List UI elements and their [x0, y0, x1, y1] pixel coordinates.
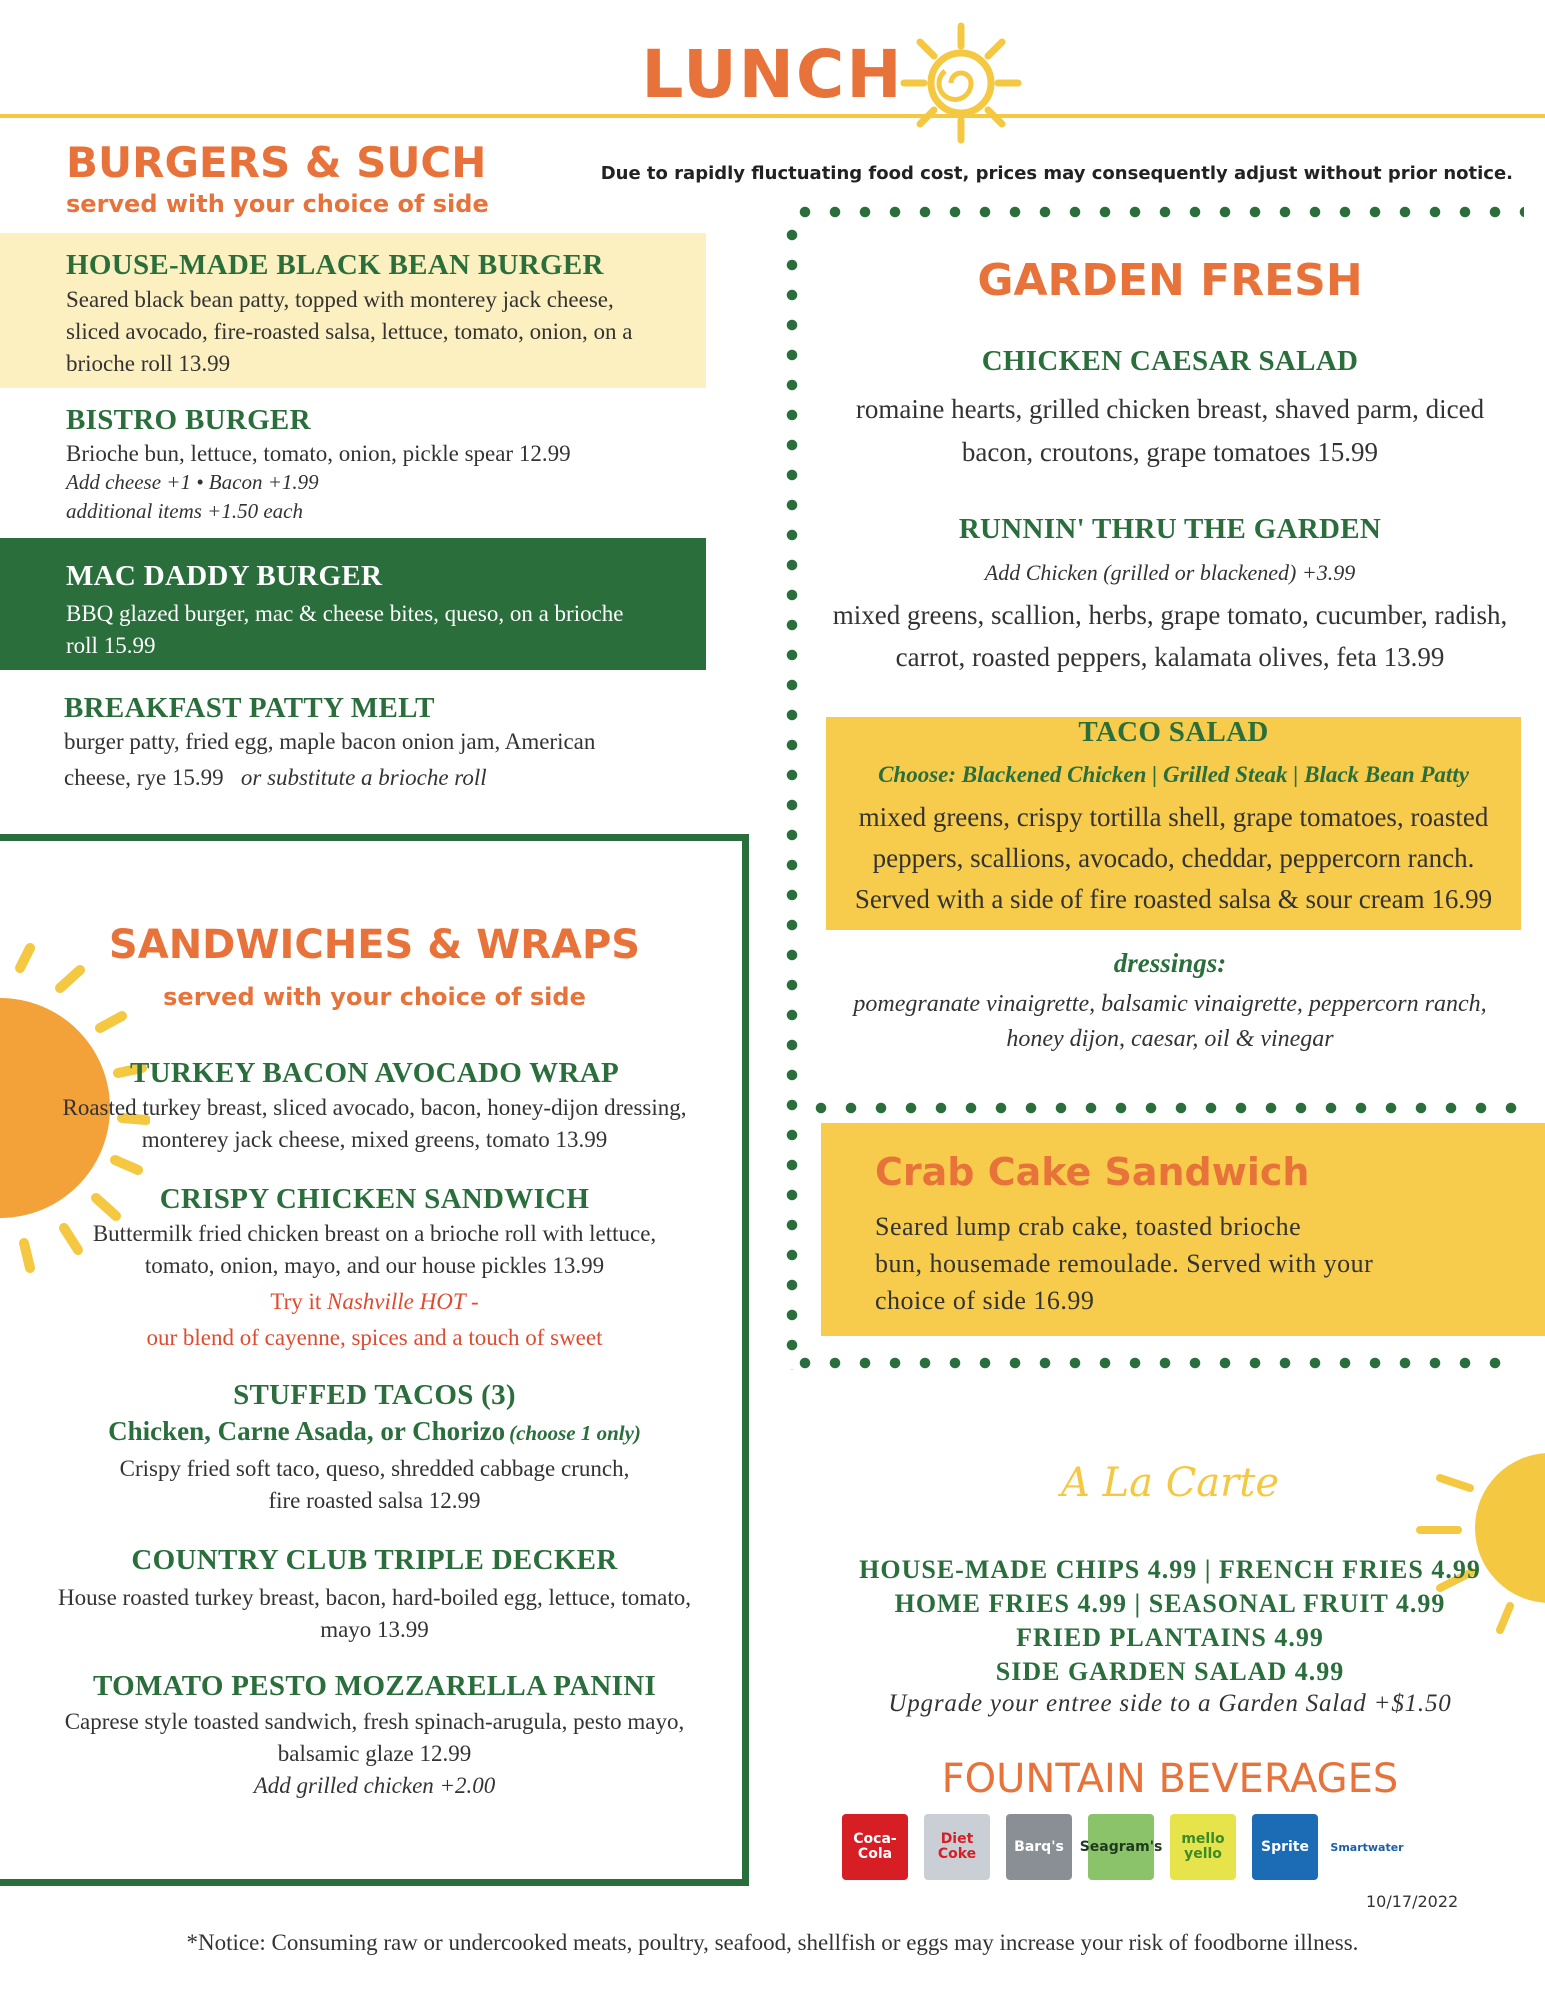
item-title: COUNTRY CLUB TRIPLE DECKER [131, 1544, 618, 1576]
taco-choose: Choose: Blackened Chicken | Grilled Steak | Black Bean Patty [878, 762, 1469, 787]
coca-cola-logo: Coca-Cola [842, 1814, 908, 1880]
item-title: HOUSE-MADE BLACK BEAN BURGER [66, 249, 604, 281]
mello-yello-logo: mello yello [1170, 1814, 1236, 1880]
item-desc: Brioche bun, lettuce, tomato, onion, pickle spear 12.99 [66, 441, 571, 466]
item-desc: Crispy fried soft taco, queso, shredded cabbage crunch, fire roasted salsa 12.99 [119, 1456, 630, 1513]
item-title: TURKEY BACON AVOCADO WRAP [130, 1057, 619, 1089]
alacarte-title: A La Carte [1060, 1460, 1280, 1506]
diet-coke-logo: Diet Coke [924, 1814, 990, 1880]
item-note: Add Chicken (grilled or blackened) +3.99 [984, 560, 1356, 585]
item-title: CHICKEN CAESAR SALAD [981, 345, 1359, 377]
item-title: CRISPY CHICKEN SANDWICH [159, 1183, 590, 1215]
burgers-section-title: BURGERS & SUCH [66, 138, 487, 187]
item-desc: Buttermilk fried chicken breast on a brioche roll with lettuce, tomato, onion, mayo, and our house pickles 13.99 [92, 1221, 657, 1278]
smartwater-logo: Smartwater [1334, 1814, 1400, 1880]
burgers-section-subtitle: served with your choice of side [66, 190, 489, 218]
item-title: STUFFED TACOS (3) [233, 1379, 516, 1411]
item-desc: mixed greens, scallion, herbs, grape tomato, cucumber, radish, carrot, roasted peppers, kalamata olives, feta 13.99 [832, 600, 1508, 672]
item-subtitle: Chicken, Carne Asada, or Chorizo (choose 1 only) [108, 1416, 641, 1446]
item-desc: mixed greens, crispy tortilla shell, grape tomatoes, roasted peppers, scallions, avocado, cheddar, peppercorn ranch. Served with a side of fire roasted salsa & sour cream 16.99 [854, 802, 1493, 914]
item-title: MAC DADDY BURGER [66, 560, 383, 592]
item-desc: burger patty, fried egg, maple bacon onion jam, American cheese, rye 15.99 or substitute a brioche roll [64, 729, 596, 790]
item-title: TOMATO PESTO MOZZARELLA PANINI [92, 1670, 657, 1702]
page-title: LUNCH [641, 36, 904, 113]
sun-icon [896, 18, 1026, 148]
alacarte-list: HOUSE-MADE CHIPS 4.99 | FRENCH FRIES 4.99 HOME FRIES 4.99 | SEASONAL FRUIT 4.99 FRIED PLANTAINS 4.99 SIDE GARDEN SALAD 4.99 [859, 1555, 1481, 1686]
garden-section-title: GARDEN FRESH [977, 255, 1363, 306]
item-desc: BBQ glazed burger, mac & cheese bites, queso, on a brioche roll 15.99 [66, 601, 624, 658]
item-addon: Add cheese +1 • Bacon +1.99 [66, 470, 319, 494]
item-title: RUNNIN' THRU THE GARDEN [958, 513, 1382, 545]
seagrams-logo: Seagram's [1088, 1814, 1154, 1880]
item-desc: romaine hearts, grilled chicken breast, shaved parm, diced bacon, croutons, grape tomatoes 15.99 [855, 394, 1485, 467]
dressings-list: pomegranate vinaigrette, balsamic vinaigrette, peppercorn ranch, honey dijon, caesar, oil & vinegar [853, 991, 1487, 1052]
price-notice: Due to rapidly fluctuating food cost, prices may consequently adjust without prior notice. [600, 163, 1513, 184]
beverages-title: FOUNTAIN BEVERAGES [941, 1756, 1399, 1802]
crab-title: Crab Cake Sandwich [875, 1150, 1310, 1194]
crab-desc: Seared lump crab cake, toasted brioche bun, housemade remoulade. Served with your choice of side 16.99 [875, 1212, 1374, 1315]
dotted-border [790, 1357, 1506, 1369]
dressings-title: dressings: [1113, 948, 1227, 978]
item-desc: House roasted turkey breast, bacon, hard-boiled egg, lettuce, tomato, mayo 13.99 [58, 1585, 691, 1642]
sprite-logo: Sprite [1252, 1814, 1318, 1880]
item-title: BISTRO BURGER [66, 404, 311, 436]
item-desc: Roasted turkey breast, sliced avocado, bacon, honey-dijon dressing, monterey jack cheese, mixed greens, tomato 13.99 [62, 1095, 687, 1152]
item-desc: Seared black bean patty, topped with monterey jack cheese, sliced avocado, fire-roasted salsa, lettuce, tomato, onion, on a brioche roll 13.99 [66, 287, 633, 376]
dotted-border [806, 1102, 1526, 1114]
item-addon: additional items +1.50 each [66, 499, 303, 523]
sandwiches-section-title: SANDWICHES & WRAPS [108, 922, 641, 968]
sandwiches-section-subtitle: served with your choice of side [163, 983, 586, 1011]
footer-notice: *Notice: Consuming raw or undercooked meats, poultry, seafood, shellfish or eggs may increase your risk of foodborne illness. [186, 1930, 1359, 1955]
barqs-logo: Barq's [1006, 1814, 1072, 1880]
header-divider [0, 114, 1545, 118]
item-title: BREAKFAST PATTY MELT [64, 692, 435, 724]
item-desc: Caprese style toasted sandwich, fresh spinach-arugula, pesto mayo, balsamic glaze 12.99 Add grilled chicken +2.00 [64, 1709, 685, 1798]
item-title: TACO SALAD [1078, 716, 1269, 748]
alacarte-upgrade: Upgrade your entree side to a Garden Salad +$1.50 [888, 1690, 1452, 1717]
nashville-hot-note: Try it Nashville HOT - our blend of cayenne, spices and a touch of sweet [146, 1289, 603, 1350]
menu-date: 10/17/2022 [1366, 1892, 1459, 1911]
dotted-border [790, 206, 1524, 218]
